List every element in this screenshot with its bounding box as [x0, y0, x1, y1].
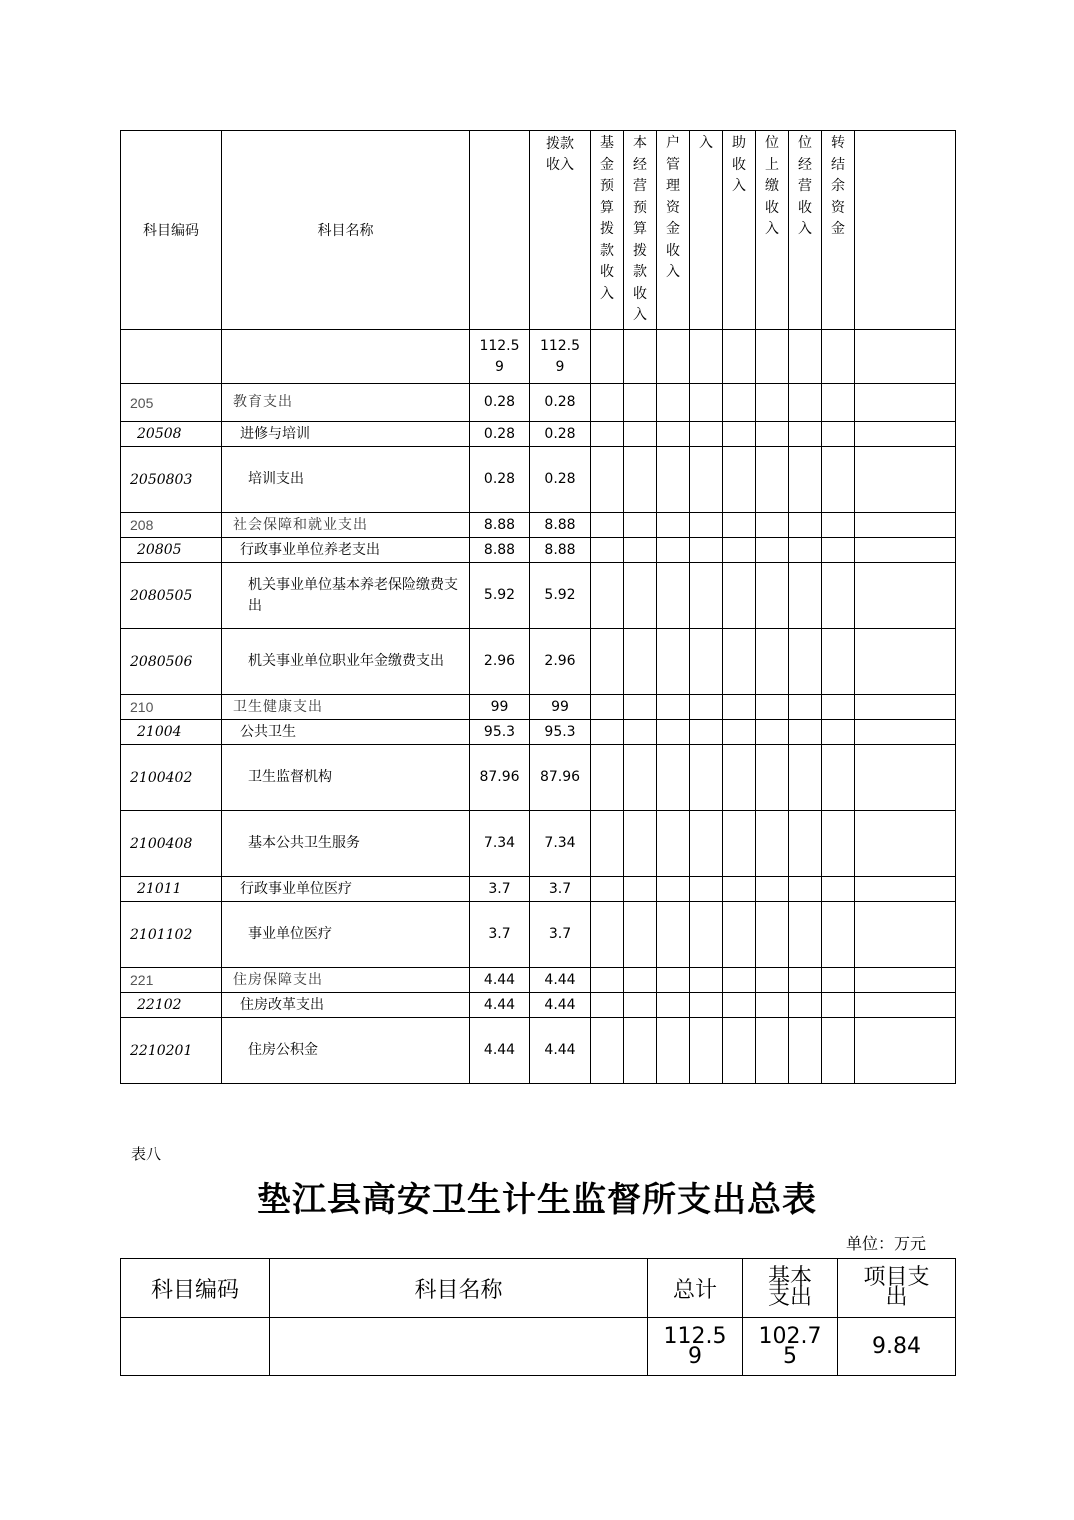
row-appropriation: 8.88: [530, 538, 591, 563]
empty-cell: [657, 720, 690, 745]
header-c2: [591, 131, 624, 330]
total-code-cell: [121, 1318, 270, 1376]
empty-cell: [855, 968, 956, 993]
empty-cell: [657, 695, 690, 720]
total-project: 9.84: [838, 1318, 956, 1376]
header-c4: [657, 131, 690, 330]
income-total-row: [121, 330, 956, 384]
subject-code: 20508: [121, 422, 222, 447]
header-c8-text: 位 经 营 收 入: [798, 135, 812, 237]
empty-cell: [756, 330, 789, 384]
empty-cell: [624, 384, 657, 422]
empty-cell: [723, 811, 756, 877]
empty-cell: [657, 877, 690, 902]
empty-cell: [855, 902, 956, 968]
empty-cell: [789, 811, 822, 877]
header-c6: [723, 131, 756, 330]
empty-cell: [855, 629, 956, 695]
subject-name: 卫生监督机构: [222, 745, 470, 811]
row-appropriation: 95.3: [530, 720, 591, 745]
empty-cell: [822, 745, 855, 811]
empty-cell: [855, 1018, 956, 1084]
header-basic-text: 基本支出: [767, 1265, 812, 1310]
empty-cell: [756, 968, 789, 993]
empty-cell: [822, 720, 855, 745]
header-total: 总计: [648, 1259, 743, 1318]
subject-code: 205: [121, 384, 222, 422]
empty-cell: [789, 563, 822, 629]
row-total: 4.44: [470, 968, 530, 993]
empty-cell: [789, 1018, 822, 1084]
empty-cell: [789, 745, 822, 811]
empty-cell: [756, 384, 789, 422]
empty-cell: [624, 695, 657, 720]
header-c1: [530, 131, 591, 330]
header-code: 科目编码: [121, 131, 222, 330]
empty-cell: [657, 629, 690, 695]
empty-cell: [690, 513, 723, 538]
total-name-cell: [270, 1318, 648, 1376]
empty-cell: [690, 811, 723, 877]
empty-cell: [756, 695, 789, 720]
table-row: [121, 538, 956, 563]
subject-code: 208: [121, 513, 222, 538]
expenditure-total-row: [121, 1318, 956, 1376]
empty-cell: [690, 993, 723, 1018]
empty-cell: [591, 811, 624, 877]
empty-cell: [591, 629, 624, 695]
header-c7: [756, 131, 789, 330]
empty-cell: [756, 720, 789, 745]
empty-cell: [756, 513, 789, 538]
empty-cell: [822, 384, 855, 422]
subject-name: 行政事业单位医疗: [222, 877, 470, 902]
subject-code: 21004: [121, 720, 222, 745]
table-label: 表八: [131, 1145, 162, 1163]
empty-cell: [657, 538, 690, 563]
empty-cell: [657, 902, 690, 968]
empty-cell: [690, 563, 723, 629]
table-row: [121, 745, 956, 811]
empty-cell: [822, 993, 855, 1018]
header-c5: [690, 131, 723, 330]
subject-code: 2101102: [121, 902, 222, 968]
empty-cell: [855, 745, 956, 811]
empty-cell: [624, 330, 657, 384]
subject-name: 机关事业单位职业年金缴费支出: [222, 629, 470, 695]
header-c10: [855, 131, 956, 330]
row-appropriation: 5.92: [530, 563, 591, 629]
empty-cell: [624, 968, 657, 993]
empty-cell: [855, 993, 956, 1018]
subject-name: 住房公积金: [222, 1018, 470, 1084]
total-c1-text: 112.59: [539, 337, 581, 375]
empty-cell: [657, 968, 690, 993]
empty-cell: [756, 538, 789, 563]
empty-cell: [822, 422, 855, 447]
empty-cell: [591, 422, 624, 447]
empty-cell: [789, 877, 822, 902]
empty-cell: [822, 330, 855, 384]
income-table: [120, 130, 956, 1084]
total-basic-text: 102.75: [758, 1323, 822, 1369]
empty-cell: [789, 993, 822, 1018]
empty-cell: [657, 513, 690, 538]
empty-cell: [723, 384, 756, 422]
empty-cell: [723, 1018, 756, 1084]
empty-cell: [657, 993, 690, 1018]
table-row: [121, 720, 956, 745]
empty-cell: [723, 538, 756, 563]
empty-cell: [723, 563, 756, 629]
empty-cell: [756, 745, 789, 811]
total-amount: [470, 330, 530, 384]
empty-cell: [624, 447, 657, 513]
total-basic: [743, 1318, 838, 1376]
header-basic: [743, 1259, 838, 1318]
empty-cell: [822, 447, 855, 513]
row-appropriation: 3.7: [530, 902, 591, 968]
subject-code: 2100402: [121, 745, 222, 811]
subject-code: 221: [121, 968, 222, 993]
empty-cell: [756, 422, 789, 447]
subject-name: 卫生健康支出: [222, 695, 470, 720]
row-appropriation: 99: [530, 695, 591, 720]
table-row: [121, 877, 956, 902]
table-row: [121, 513, 956, 538]
header-code: 科目编码: [121, 1259, 270, 1318]
subject-name: 事业单位医疗: [222, 902, 470, 968]
header-c5-text: 入: [699, 135, 713, 151]
table-row: [121, 902, 956, 968]
empty-cell: [624, 720, 657, 745]
row-total: 7.34: [470, 811, 530, 877]
total-c1: [530, 330, 591, 384]
row-total: 95.3: [470, 720, 530, 745]
subject-name: 社会保障和就业支出: [222, 513, 470, 538]
table-row: [121, 695, 956, 720]
empty-cell: [591, 538, 624, 563]
empty-cell: [591, 563, 624, 629]
empty-cell: [657, 745, 690, 811]
subject-code: 21011: [121, 877, 222, 902]
empty-cell: [822, 877, 855, 902]
empty-cell: [723, 513, 756, 538]
empty-cell: [756, 447, 789, 513]
empty-cell: [657, 811, 690, 877]
empty-cell: [822, 902, 855, 968]
row-appropriation: 87.96: [530, 745, 591, 811]
empty-cell: [756, 877, 789, 902]
table-row: [121, 1018, 956, 1084]
empty-cell: [591, 384, 624, 422]
header-name: 科目名称: [270, 1259, 648, 1318]
empty-cell: [723, 993, 756, 1018]
empty-cell: [822, 563, 855, 629]
empty-cell: [855, 563, 956, 629]
empty-cell: [756, 629, 789, 695]
header-c4-text: 户 管 理 资 金 收 入: [666, 135, 680, 280]
row-total: 87.96: [470, 745, 530, 811]
empty-cell: [591, 695, 624, 720]
empty-cell: [657, 1018, 690, 1084]
empty-cell: [855, 330, 956, 384]
empty-cell: [855, 695, 956, 720]
empty-cell: [591, 993, 624, 1018]
empty-cell: [657, 447, 690, 513]
row-appropriation: 3.7: [530, 877, 591, 902]
row-total: 8.88: [470, 513, 530, 538]
empty-cell: [723, 447, 756, 513]
empty-cell: [855, 513, 956, 538]
row-total: 0.28: [470, 447, 530, 513]
empty-cell: [723, 695, 756, 720]
row-appropriation: 4.44: [530, 968, 591, 993]
empty-cell: [723, 745, 756, 811]
table-row: [121, 993, 956, 1018]
row-total: 0.28: [470, 422, 530, 447]
subject-name: 住房保障支出: [222, 968, 470, 993]
table-row: [121, 422, 956, 447]
total-code-cell: [121, 330, 222, 384]
subject-name: 基本公共卫生服务: [222, 811, 470, 877]
empty-cell: [855, 720, 956, 745]
empty-cell: [822, 695, 855, 720]
empty-cell: [624, 811, 657, 877]
table-row: [121, 563, 956, 629]
expenditure-table: [120, 1258, 956, 1376]
empty-cell: [690, 902, 723, 968]
empty-cell: [624, 422, 657, 447]
subject-name: 住房改革支出: [222, 993, 470, 1018]
header-c8: [789, 131, 822, 330]
table-row: [121, 629, 956, 695]
empty-cell: [789, 968, 822, 993]
empty-cell: [624, 629, 657, 695]
subject-code: 2210201: [121, 1018, 222, 1084]
row-appropriation: 7.34: [530, 811, 591, 877]
empty-cell: [723, 330, 756, 384]
subject-name: 进修与培训: [222, 422, 470, 447]
row-appropriation: 4.44: [530, 993, 591, 1018]
row-appropriation: 0.28: [530, 422, 591, 447]
header-c9-text: 转 结 余 资 金: [831, 135, 845, 237]
empty-cell: [690, 1018, 723, 1084]
row-total: 4.44: [470, 993, 530, 1018]
header-c7-text: 位 上 缴 收 入: [765, 135, 779, 237]
empty-cell: [624, 877, 657, 902]
row-appropriation: 8.88: [530, 513, 591, 538]
header-project-text: 项目支出: [863, 1265, 930, 1310]
empty-cell: [789, 902, 822, 968]
empty-cell: [756, 1018, 789, 1084]
empty-cell: [855, 384, 956, 422]
page-title: 垫江县高安卫生计生监督所支出总表: [257, 1180, 817, 1220]
empty-cell: [591, 1018, 624, 1084]
empty-cell: [723, 902, 756, 968]
empty-cell: [690, 968, 723, 993]
header-c3-text: 本 经 营 预 算 拨 款 收 入: [633, 135, 647, 323]
empty-cell: [690, 745, 723, 811]
empty-cell: [624, 563, 657, 629]
empty-cell: [690, 330, 723, 384]
row-total: 99: [470, 695, 530, 720]
empty-cell: [789, 513, 822, 538]
empty-cell: [591, 877, 624, 902]
empty-cell: [789, 384, 822, 422]
empty-cell: [789, 447, 822, 513]
empty-cell: [723, 968, 756, 993]
empty-cell: [591, 720, 624, 745]
empty-cell: [855, 811, 956, 877]
empty-cell: [591, 968, 624, 993]
table-row: [121, 447, 956, 513]
empty-cell: [855, 877, 956, 902]
empty-cell: [789, 695, 822, 720]
table-row: [121, 968, 956, 993]
empty-cell: [756, 563, 789, 629]
empty-cell: [723, 720, 756, 745]
header-name: 科目名称: [222, 131, 470, 330]
empty-cell: [624, 1018, 657, 1084]
empty-cell: [591, 745, 624, 811]
empty-cell: [657, 563, 690, 629]
empty-cell: [756, 993, 789, 1018]
total-amount: [648, 1318, 743, 1376]
income-table-header: [121, 131, 956, 330]
empty-cell: [657, 422, 690, 447]
empty-cell: [591, 902, 624, 968]
subject-code: 20805: [121, 538, 222, 563]
empty-cell: [822, 629, 855, 695]
empty-cell: [624, 538, 657, 563]
empty-cell: [624, 745, 657, 811]
total-amount-text: 112.59: [663, 1323, 727, 1369]
row-appropriation: 2.96: [530, 629, 591, 695]
subject-name: 行政事业单位养老支出: [222, 538, 470, 563]
empty-cell: [822, 513, 855, 538]
empty-cell: [591, 447, 624, 513]
row-appropriation: 0.28: [530, 384, 591, 422]
empty-cell: [624, 993, 657, 1018]
empty-cell: [624, 513, 657, 538]
empty-cell: [789, 629, 822, 695]
subject-code: 210: [121, 695, 222, 720]
empty-cell: [822, 968, 855, 993]
table-row: [121, 384, 956, 422]
empty-cell: [789, 422, 822, 447]
empty-cell: [789, 720, 822, 745]
empty-cell: [690, 538, 723, 563]
subject-name: 机关事业单位基本养老保险缴费支出: [222, 563, 470, 629]
subject-code: 2100408: [121, 811, 222, 877]
header-c3: [624, 131, 657, 330]
table-row: [121, 811, 956, 877]
empty-cell: [690, 720, 723, 745]
unit-label: 单位：万元: [846, 1234, 927, 1253]
empty-cell: [723, 422, 756, 447]
header-c2-text: 基 金 预 算 拨 款 收 入: [600, 135, 614, 302]
header-total: [470, 131, 530, 330]
header-c1-text: 拨款收入: [546, 136, 574, 173]
empty-cell: [756, 902, 789, 968]
expenditure-table-header: [121, 1259, 956, 1318]
empty-cell: [591, 330, 624, 384]
empty-cell: [855, 422, 956, 447]
empty-cell: [690, 629, 723, 695]
subject-name: 教育支出: [222, 384, 470, 422]
total-amount-text: 112.59: [479, 337, 520, 375]
empty-cell: [822, 1018, 855, 1084]
subject-code: 2050803: [121, 447, 222, 513]
empty-cell: [723, 877, 756, 902]
header-project: [838, 1259, 956, 1318]
row-total: 8.88: [470, 538, 530, 563]
subject-name: 培训支出: [222, 447, 470, 513]
row-total: 3.7: [470, 902, 530, 968]
empty-cell: [789, 538, 822, 563]
empty-cell: [690, 422, 723, 447]
empty-cell: [855, 538, 956, 563]
empty-cell: [789, 330, 822, 384]
row-total: 0.28: [470, 384, 530, 422]
empty-cell: [690, 877, 723, 902]
subject-name: 公共卫生: [222, 720, 470, 745]
income-table-body: [121, 384, 956, 1084]
header-c9: [822, 131, 855, 330]
row-appropriation: 4.44: [530, 1018, 591, 1084]
empty-cell: [822, 538, 855, 563]
empty-cell: [690, 447, 723, 513]
empty-cell: [591, 513, 624, 538]
empty-cell: [657, 330, 690, 384]
subject-code: 2080505: [121, 563, 222, 629]
empty-cell: [690, 384, 723, 422]
row-total: 2.96: [470, 629, 530, 695]
empty-cell: [624, 902, 657, 968]
empty-cell: [756, 811, 789, 877]
empty-cell: [822, 811, 855, 877]
header-c6-text: 助 收 入: [732, 135, 746, 194]
empty-cell: [855, 447, 956, 513]
total-name-cell: [222, 330, 470, 384]
row-total: 3.7: [470, 877, 530, 902]
empty-cell: [690, 695, 723, 720]
empty-cell: [657, 384, 690, 422]
row-appropriation: 0.28: [530, 447, 591, 513]
subject-code: 22102: [121, 993, 222, 1018]
row-total: 4.44: [470, 1018, 530, 1084]
subject-code: 2080506: [121, 629, 222, 695]
row-total: 5.92: [470, 563, 530, 629]
empty-cell: [723, 629, 756, 695]
